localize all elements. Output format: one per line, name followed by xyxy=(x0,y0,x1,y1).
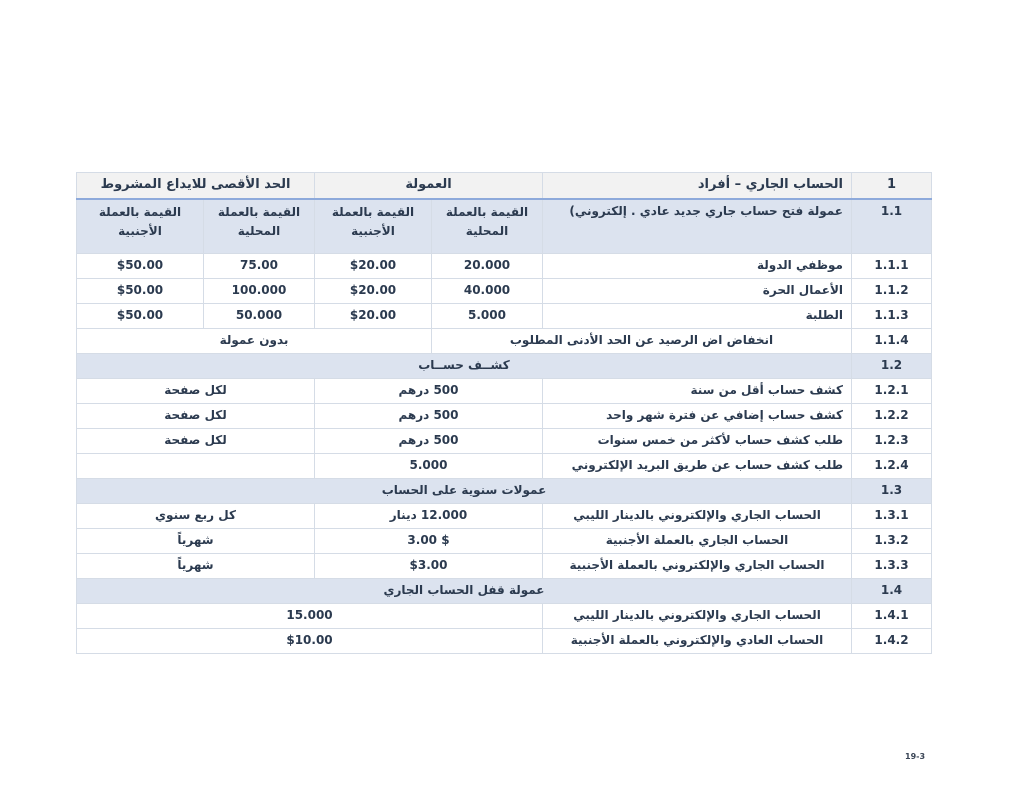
row-note: لكل صفحة xyxy=(77,429,315,454)
row-note: كل ربع سنوي xyxy=(77,504,315,529)
deposit-local: 50.000 xyxy=(204,304,315,329)
commission-foreign: $20.00 xyxy=(315,279,432,304)
row-label: الحساب الجاري بالعملة الأجنبية xyxy=(543,529,852,554)
table-sub-header-row xyxy=(77,199,932,254)
section-row xyxy=(77,479,932,504)
row-value: 5.000 xyxy=(315,454,543,479)
deposit-foreign: $50.00 xyxy=(77,254,204,279)
table-top-header-row xyxy=(77,173,932,200)
section-title: عمولات سنوية على الحساب xyxy=(77,479,852,504)
row-label: الحساب الجاري والإلكتروني بالدينار الليبي xyxy=(543,604,852,629)
row-note: شهرياً xyxy=(77,554,315,579)
deposit-local: 75.00 xyxy=(204,254,315,279)
commission-header: العمولة xyxy=(315,173,543,200)
row-label: كشف حساب إضافي عن فترة شهر واحد xyxy=(543,404,852,429)
row-value: $3.00 xyxy=(315,554,543,579)
row-value: بدون عمولة xyxy=(77,329,432,354)
table-row xyxy=(77,529,932,554)
row-value: 12.000 دينار xyxy=(315,504,543,529)
section-title: كشــف حســاب xyxy=(77,354,852,379)
deposit-foreign: $50.00 xyxy=(77,304,204,329)
commission-local: 20.000 xyxy=(432,254,543,279)
deposit-local: 100.000 xyxy=(204,279,315,304)
table-row xyxy=(77,304,932,329)
table-row xyxy=(77,379,932,404)
row-number: 1.2.1 xyxy=(852,379,932,404)
row-label: الحساب الجاري والإلكتروني بالعملة الأجنبية xyxy=(543,554,852,579)
max-deposit-header: الحد الأقصى للايداع المشروط xyxy=(77,173,315,200)
table-row xyxy=(77,404,932,429)
deposit-foreign-header: القيمة بالعملة الأجنبية xyxy=(77,199,204,254)
commission-local-header: القيمة بالعملة المحلية xyxy=(432,199,543,254)
row-note: شهرياً xyxy=(77,529,315,554)
row-number: 1.1.3 xyxy=(852,304,932,329)
row-label: طلب كشف حساب عن طريق البريد الإلكتروني xyxy=(543,454,852,479)
row-label: الحساب العادي والإلكتروني بالعملة الأجنبية xyxy=(543,629,852,654)
section-title: عمولة قفل الحساب الجاري xyxy=(77,579,852,604)
row-value: 15.000 xyxy=(77,604,543,629)
row-value: 500 درهم xyxy=(315,379,543,404)
commission-local: 40.000 xyxy=(432,279,543,304)
fees-table xyxy=(76,172,932,654)
row-label: كشف حساب أقل من سنة xyxy=(543,379,852,404)
row-label: الأعمال الحرة xyxy=(543,279,852,304)
section-number: 1.4 xyxy=(852,579,932,604)
table-row xyxy=(77,454,932,479)
subsection-number: 1.1 xyxy=(852,199,932,254)
table-row xyxy=(77,254,932,279)
row-label: موظفي الدولة xyxy=(543,254,852,279)
table-row xyxy=(77,629,932,654)
row-label: الطلبة xyxy=(543,304,852,329)
section-row xyxy=(77,579,932,604)
table-row xyxy=(77,604,932,629)
row-number: 1.1.2 xyxy=(852,279,932,304)
table-row xyxy=(77,329,932,354)
row-number: 1.3.3 xyxy=(852,554,932,579)
row-number: 1.4.1 xyxy=(852,604,932,629)
table-row xyxy=(77,279,932,304)
section-number: 1.3 xyxy=(852,479,932,504)
deposit-local-header: القيمة بالعملة المحلية xyxy=(204,199,315,254)
row-label: انخفاض اض الرصيد عن الحد الأدنى المطلوب xyxy=(432,329,852,354)
row-number: 1.1.1 xyxy=(852,254,932,279)
row-label: الحساب الجاري والإلكتروني بالدينار الليبي xyxy=(543,504,852,529)
section-row xyxy=(77,354,932,379)
row-note: لكل صفحة xyxy=(77,379,315,404)
row-value: 500 درهم xyxy=(315,429,543,454)
row-number: 1.2.3 xyxy=(852,429,932,454)
row-number: 1.1.4 xyxy=(852,329,932,354)
row-value: $10.00 xyxy=(77,629,543,654)
row-number: 1.2.4 xyxy=(852,454,932,479)
section-number: 1 xyxy=(852,173,932,200)
commission-foreign-header: القيمة بالعملة الأجنبية xyxy=(315,199,432,254)
commission-foreign: $20.00 xyxy=(315,304,432,329)
table-row xyxy=(77,504,932,529)
section-number: 1.2 xyxy=(852,354,932,379)
section-title: الحساب الجاري – أفراد xyxy=(543,173,852,200)
table-row xyxy=(77,429,932,454)
page-number: 19-3 xyxy=(905,752,926,761)
row-number: 1.4.2 xyxy=(852,629,932,654)
row-number: 1.3.2 xyxy=(852,529,932,554)
table-row xyxy=(77,554,932,579)
row-number: 1.3.1 xyxy=(852,504,932,529)
deposit-foreign: $50.00 xyxy=(77,279,204,304)
commission-foreign: $20.00 xyxy=(315,254,432,279)
row-number: 1.2.2 xyxy=(852,404,932,429)
row-note: لكل صفحة xyxy=(77,404,315,429)
row-value: $ 3.00 xyxy=(315,529,543,554)
row-label: طلب كشف حساب لأكثر من خمس سنوات xyxy=(543,429,852,454)
commission-local: 5.000 xyxy=(432,304,543,329)
row-value: 500 درهم xyxy=(315,404,543,429)
subsection-title: عمولة فتح حساب جاري جديد عادي . إلكتروني) xyxy=(543,199,852,254)
row-note xyxy=(77,454,315,479)
